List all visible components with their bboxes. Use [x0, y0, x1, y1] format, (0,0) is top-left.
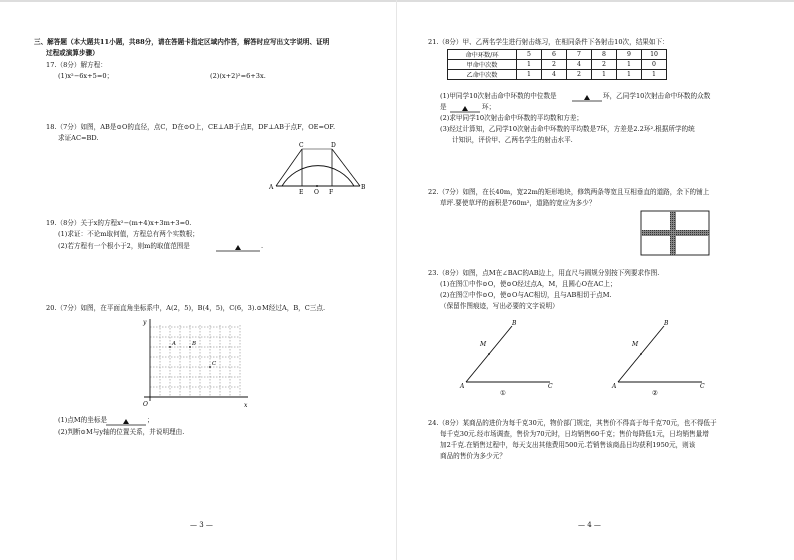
q20-part1-end: ；	[147, 416, 154, 424]
section-header-2: 过程或演算步骤）	[46, 49, 99, 57]
q21-part3a: (3)经过计算知，乙同学10次射击命中环数的平均数是7环，方差是2.2环².根据所学的统	[440, 125, 695, 133]
q21-cell: 5	[517, 50, 542, 60]
q20-point-b	[189, 346, 191, 348]
q22-field-diagram	[640, 210, 710, 256]
q18-label-b: B	[361, 184, 366, 191]
q23-f2-number: ②	[652, 389, 658, 397]
q21-cell: 命中环数/环	[448, 50, 517, 60]
q23-figure-1	[458, 316, 566, 398]
q21-part3b: 计知识，评价甲、乙两名学生的射击水平.	[452, 136, 573, 144]
q23-f2-point-m	[640, 353, 642, 355]
q22-line2: 草坪.要使草坪的面积是760m²，道路的宽应为多少？	[440, 199, 596, 207]
q21-cell: 2	[542, 60, 567, 70]
q21-cell: 2	[592, 60, 617, 70]
q21-answer-blank-1	[572, 93, 602, 102]
q23-line1: 23.（8分）如图，点M在∠BAC的AB边上，用直尺与圆规分别按下列要求作图.	[428, 269, 660, 277]
q20-answer-blank	[106, 417, 146, 426]
q21-cell: 4	[567, 60, 592, 70]
q23-f2-label-m: M	[632, 341, 639, 348]
q18-segment-bd	[332, 149, 360, 186]
q21-triangle-icon	[584, 95, 590, 100]
q20-point-c	[209, 366, 211, 368]
q23-note: （保留作图痕迹，写出必要的文字说明）	[440, 302, 559, 310]
q19-part2-end: .	[261, 242, 264, 250]
q17-part2: (2)(x+2)²=6+3x.	[210, 72, 266, 80]
q23-f1-number: ①	[500, 389, 506, 397]
q21-part1d: 环；	[482, 103, 496, 111]
q18-label-c: C	[299, 142, 304, 149]
q18-segment-ac	[276, 149, 302, 186]
q22-road-vertical	[670, 211, 676, 255]
q23-figure-2	[610, 316, 718, 398]
q18-arc	[282, 166, 354, 186]
q21-cell: 1	[592, 70, 617, 80]
q20-label-c: C	[212, 361, 217, 367]
q21-cell: 9	[617, 50, 642, 60]
q21-cell: 1	[642, 70, 667, 80]
q17-part1: (1)x²−6x+5=0；	[58, 72, 114, 80]
q21-part1c: 是	[440, 103, 447, 111]
q18-label-o: O	[314, 189, 319, 196]
q19-line1: 19.（8分）关于x的方程x²−(m+4)x+3m+3=0.	[46, 219, 192, 227]
q20-coordinate-grid	[140, 315, 252, 411]
q19-part2: (2)若方程有一个根小于2，则m的取值范围是	[58, 242, 190, 250]
q23-part1: (1)在图①中作⊙O，使⊙O经过点A，M，且圆心O在AC上；	[440, 280, 617, 288]
q21-cell: 8	[592, 50, 617, 60]
q21-cell: 1	[617, 60, 642, 70]
q20-axis-x-label: x	[244, 402, 248, 409]
q21-cell: 10	[642, 50, 667, 60]
q21-table-row-yi	[448, 70, 667, 80]
q21-cell: 乙命中次数	[448, 70, 517, 80]
q21-part1b: 环，乙同学10次射击命中环数的众数	[603, 92, 711, 100]
q21-table-row-rings	[448, 50, 667, 60]
page-3-number: — 3 —	[190, 521, 213, 529]
section-header: 三、解答题（本大题共11小题，共88分，请在答题卡指定区域内作答，解答时应写出文字说明、证明	[34, 38, 330, 46]
q21-cell: 4	[542, 70, 567, 80]
q21-cell: 6	[542, 50, 567, 60]
q20-origin-label: O	[143, 401, 148, 408]
q20-point-a	[169, 346, 171, 348]
q22-line1: 22.（7分）如图，在长40m，宽22m的矩形地块，修筑两条等宽且互相垂直的道路，余下的铺上	[428, 188, 710, 196]
q18-label-e: E	[299, 189, 304, 196]
q21-cell: 1	[617, 70, 642, 80]
q21-cell: 1	[517, 60, 542, 70]
q21-score-table	[447, 49, 667, 80]
q18-label-d: D	[331, 142, 336, 149]
q23-f1-label-a: A	[460, 383, 465, 390]
q23-f1-label-b: B	[512, 320, 517, 327]
q18-center-dot	[316, 185, 318, 187]
q20-triangle-icon	[123, 419, 129, 424]
q21-part1a: (1)甲同学10次射击命中环数的中位数是	[440, 92, 557, 100]
q20-grid-lines	[150, 325, 240, 397]
q21-cell: 7	[567, 50, 592, 60]
page-4-number: — 4 —	[578, 521, 601, 529]
q23-f2-label-b: B	[664, 320, 669, 327]
q24-line4: 商品的售价为多少元？	[440, 452, 506, 460]
q20-label-a: A	[172, 341, 176, 347]
q19-part1: (1)求证：不论m取何值，方程总有两个实数根；	[58, 230, 199, 238]
q20-part2: (2)判断⊙M与y轴的位置关系，并说明理由.	[58, 428, 185, 436]
q23-f1-label-m: M	[480, 341, 487, 348]
q23-f1-label-c: C	[548, 383, 553, 390]
q18-line2: 求证AC=BD.	[58, 134, 99, 142]
q24-line1: 24.（8分）某商品的进价为每千克30元，物价部门规定，其售价不得高于每千克70元，也不得低于	[428, 419, 717, 427]
q21-cell: 2	[567, 70, 592, 80]
q19-triangle-icon	[235, 245, 241, 250]
q21-cell: 甲命中次数	[448, 60, 517, 70]
q23-f1-point-m	[488, 353, 490, 355]
q19-answer-blank	[216, 243, 260, 252]
q21-line1: 21.（8分）甲、乙两名学生进行射击练习，在相同条件下各射击10次，结果如下：	[428, 38, 669, 46]
q21-triangle-icon	[462, 106, 468, 111]
q20-part1: (1)点M的坐标是	[58, 416, 108, 424]
q21-table-row-jia	[448, 60, 667, 70]
q18-label-f: F	[329, 189, 334, 196]
q18-line1: 18.（7分）如图，AB是⊙O的直径，点C，D在⊙O上，CE⊥AB于点E，DF⊥AB于点F，OE=OF.	[46, 123, 336, 131]
q20-line1: 20.（7分）如图，在平面直角坐标系中，A(2，5)，B(4，5)，C(6，3).⊙M经过A，B，C三点.	[46, 304, 326, 312]
q17-title: 17.（8分）解方程：	[46, 61, 107, 69]
q20-label-b: B	[192, 341, 197, 347]
q20-axis-y-label: y	[143, 319, 147, 326]
q18-label-a: A	[269, 184, 274, 191]
q24-line3: 加2千克.在销售过程中，每天支出其他费用500元.若销售该商品日均获利1950元，则该	[440, 441, 696, 449]
q21-cell: 1	[517, 70, 542, 80]
q21-part2: (2)求甲同学10次射击命中环数的平均数和方差；	[440, 114, 584, 122]
q23-f2-label-c: C	[700, 383, 705, 390]
q21-answer-blank-2	[450, 104, 480, 113]
q18-circle-figure	[268, 142, 368, 198]
q21-cell: 0	[642, 60, 667, 70]
q23-part2: (2)在图②中作⊙O，使⊙O与AC相切，且与AB相切于点M.	[440, 291, 612, 299]
q23-f2-label-a: A	[612, 383, 617, 390]
q24-line2: 每千克30元.经市场调查，售价为70元时，日均销售60千克；售价每降低1元，日均销售量增	[440, 430, 709, 438]
